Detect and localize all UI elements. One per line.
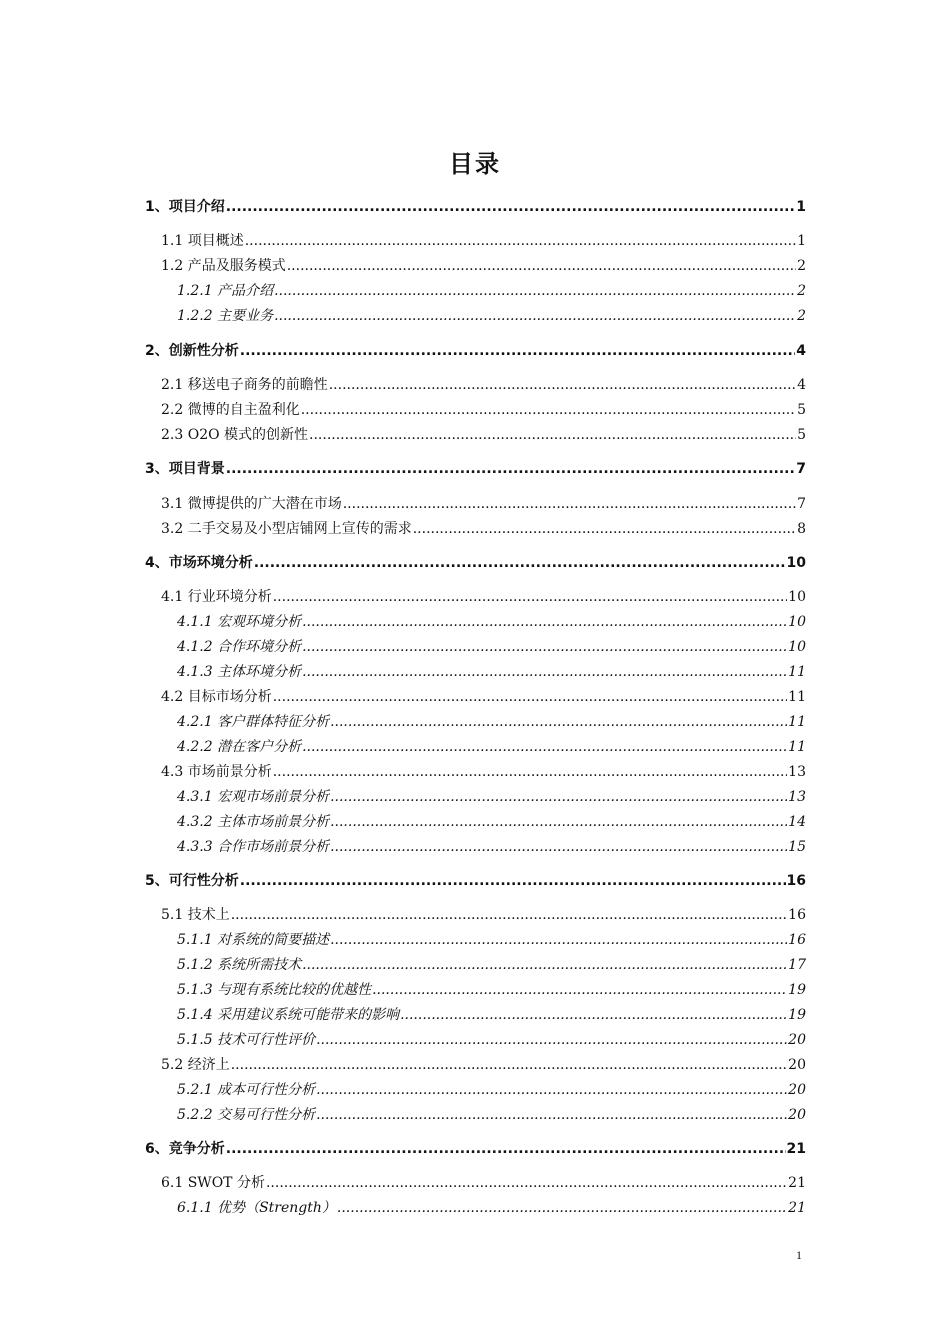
toc-entry-page-number: 11	[788, 664, 806, 680]
toc-entry-page-number: 10	[788, 614, 806, 630]
toc-entry-label: 2.1 移送电子商务的前瞻性	[161, 377, 328, 393]
toc-leader-dots	[302, 737, 787, 757]
toc-entry-page-number: 5	[797, 402, 806, 418]
toc-entry-level-2[interactable]	[161, 1055, 806, 1075]
toc-entry-label: 5.1 技术上	[161, 907, 230, 923]
toc-entry-level-3[interactable]	[177, 980, 806, 1000]
toc-entry-level-3[interactable]	[177, 837, 806, 857]
toc-entry-label: 5.1.4 采用建议系统可能带来的影响	[177, 1007, 400, 1023]
toc-leader-dots	[316, 1030, 787, 1050]
toc-entry-level-3[interactable]	[177, 1030, 806, 1050]
toc-entry-label: 4.1.1 宏观环境分析	[177, 614, 302, 630]
toc-entry-label: 4、市场环境分析	[145, 555, 253, 571]
toc-entry-label: 1、项目介绍	[145, 199, 225, 215]
toc-entry-level-3[interactable]	[177, 281, 806, 301]
toc-entry-level-3[interactable]	[177, 1198, 806, 1218]
toc-entry-page-number: 20	[788, 1057, 806, 1073]
toc-entry-level-3[interactable]	[177, 1105, 806, 1125]
toc-entry-page-number: 7	[797, 496, 806, 512]
toc-entry-label: 2.3 O2O 模式的创新性	[161, 427, 309, 443]
toc-leader-dots	[337, 1198, 787, 1218]
toc-entry-label: 4.1 行业环境分析	[161, 589, 272, 605]
toc-entry-label: 1.1 项目概述	[161, 233, 244, 249]
toc-entry-level-3[interactable]	[177, 930, 806, 950]
toc-entry-level-2[interactable]	[161, 905, 806, 925]
toc-entry-label: 4.1.3 主体环境分析	[177, 664, 302, 680]
toc-entry-level-3[interactable]	[177, 737, 806, 757]
toc-entry-page-number: 16	[786, 873, 806, 889]
toc-entry-label: 1.2.2 主要业务	[177, 308, 274, 324]
toc-leader-dots	[309, 425, 796, 445]
toc-entry-page-number: 19	[788, 1007, 806, 1023]
toc-entry-page-number: 2	[797, 258, 806, 274]
toc-entry-level-1[interactable]	[145, 459, 806, 479]
toc-entry-page-number: 5	[797, 427, 806, 443]
toc-leader-dots	[372, 980, 787, 1000]
toc-entry-page-number: 20	[788, 1107, 806, 1123]
toc-entry-level-2[interactable]	[161, 256, 806, 276]
toc-entry-level-2[interactable]	[161, 231, 806, 251]
toc-entry-label: 4.2 目标市场分析	[161, 689, 272, 705]
toc-entry-page-number: 13	[788, 789, 806, 805]
toc-entry-level-2[interactable]	[161, 425, 806, 445]
toc-entry-label: 6.1.1 优势（Strength）	[177, 1200, 336, 1216]
toc-entry-label: 3、项目背景	[145, 461, 225, 477]
toc-entry-page-number: 8	[797, 521, 806, 537]
page-title: 目录	[449, 150, 501, 178]
toc-entry-level-1[interactable]	[145, 553, 806, 573]
toc-leader-dots	[330, 837, 787, 857]
toc-entry-page-number: 21	[788, 1200, 806, 1216]
toc-entry-page-number: 2	[797, 283, 806, 299]
toc-leader-dots	[316, 1105, 787, 1125]
toc-entry-label: 4.2.1 客户群体特征分析	[177, 714, 330, 730]
toc-entry-page-number: 13	[788, 764, 806, 780]
toc-entry-page-number: 2	[797, 308, 806, 324]
toc-entry-page-number: 20	[788, 1032, 806, 1048]
toc-leader-dots	[330, 787, 787, 807]
toc-leader-dots	[302, 955, 787, 975]
toc-leader-dots	[400, 1005, 787, 1025]
toc-entry-page-number: 19	[788, 982, 806, 998]
toc-entry-page-number: 1	[796, 199, 806, 215]
toc-leader-dots	[343, 494, 796, 514]
toc-entry-page-number: 10	[788, 589, 806, 605]
toc-entry-page-number: 1	[797, 233, 806, 249]
toc-entry-label: 1.2 产品及服务模式	[161, 258, 286, 274]
toc-entry-page-number: 14	[788, 814, 806, 830]
page-number: 1	[796, 1248, 802, 1262]
toc-leader-dots	[240, 871, 786, 891]
toc-entry-level-3[interactable]	[177, 662, 806, 682]
toc-entry-page-number: 21	[786, 1141, 806, 1157]
toc-entry-label: 3.1 微博提供的广大潜在市场	[161, 496, 342, 512]
toc-entry-label: 5.2.1 成本可行性分析	[177, 1082, 316, 1098]
toc-leader-dots	[226, 1139, 786, 1159]
toc-leader-dots	[330, 812, 787, 832]
toc-entry-label: 2.2 微博的自主盈利化	[161, 402, 300, 418]
toc-entry-level-2[interactable]	[161, 687, 806, 707]
toc-leader-dots	[226, 197, 796, 217]
toc-entry-label: 4.2.2 潜在客户分析	[177, 739, 302, 755]
toc-entry-level-2[interactable]	[161, 375, 806, 395]
toc-entry-page-number: 4	[796, 343, 806, 359]
toc-leader-dots	[302, 637, 787, 657]
toc-entry-label: 4.3.3 合作市场前景分析	[177, 839, 330, 855]
toc-leader-dots	[240, 341, 796, 361]
toc-leader-dots	[301, 400, 796, 420]
toc-entry-page-number: 10	[788, 639, 806, 655]
toc-entry-label: 4.3.2 主体市场前景分析	[177, 814, 330, 830]
toc-entry-label: 5、可行性分析	[145, 873, 239, 889]
toc-leader-dots	[413, 519, 796, 539]
toc-leader-dots	[274, 306, 796, 326]
toc-entry-label: 5.1.5 技术可行性评价	[177, 1032, 316, 1048]
toc-entry-label: 5.2 经济上	[161, 1057, 230, 1073]
toc-leader-dots	[274, 281, 796, 301]
toc-entry-level-1[interactable]	[145, 341, 806, 361]
toc-leader-dots	[231, 905, 787, 925]
toc-entry-label: 6.1 SWOT 分析	[161, 1175, 265, 1191]
toc-leader-dots	[302, 662, 787, 682]
toc-entry-level-2[interactable]	[161, 400, 806, 420]
toc-entry-page-number: 7	[796, 461, 806, 477]
toc-entry-page-number: 10	[786, 555, 806, 571]
toc-entry-level-2[interactable]	[161, 494, 806, 514]
toc-leader-dots	[330, 712, 787, 732]
toc-leader-dots	[273, 587, 787, 607]
toc-entry-label: 3.2 二手交易及小型店铺网上宣传的需求	[161, 521, 412, 537]
toc-leader-dots	[330, 930, 787, 950]
toc-entry-page-number: 16	[788, 907, 806, 923]
toc-entry-page-number: 4	[797, 377, 806, 393]
toc-leader-dots	[254, 553, 786, 573]
toc-entry-page-number: 15	[788, 839, 806, 855]
toc-entry-label: 5.1.1 对系统的简要描述	[177, 932, 330, 948]
toc-entry-page-number: 11	[788, 739, 806, 755]
toc-entry-page-number: 11	[788, 714, 806, 730]
toc-entry-level-3[interactable]	[177, 1005, 806, 1025]
toc-entry-label: 5.1.3 与现有系统比较的优越性	[177, 982, 372, 998]
toc-entry-level-3[interactable]	[177, 787, 806, 807]
toc-entry-page-number: 16	[788, 932, 806, 948]
toc-entry-level-3[interactable]	[177, 712, 806, 732]
toc-leader-dots	[231, 1055, 787, 1075]
toc-leader-dots	[245, 231, 796, 251]
toc-entry-level-1[interactable]	[145, 197, 806, 217]
toc-entry-level-1[interactable]	[145, 871, 806, 891]
toc-entry-level-3[interactable]	[177, 955, 806, 975]
toc-entry-level-2[interactable]	[161, 587, 806, 607]
toc-entry-label: 5.1.2 系统所需技术	[177, 957, 302, 973]
toc-leader-dots	[273, 687, 787, 707]
toc-entry-level-3[interactable]	[177, 637, 806, 657]
toc-leader-dots	[266, 1173, 787, 1193]
toc-entry-label: 4.3.1 宏观市场前景分析	[177, 789, 330, 805]
toc-leader-dots	[302, 612, 787, 632]
toc-entry-label: 4.1.2 合作环境分析	[177, 639, 302, 655]
toc-entry-level-3[interactable]	[177, 306, 806, 326]
toc-entry-level-3[interactable]	[177, 1080, 806, 1100]
toc-leader-dots	[316, 1080, 787, 1100]
toc-entry-level-3[interactable]	[177, 812, 806, 832]
toc-leader-dots	[287, 256, 796, 276]
toc-leader-dots	[329, 375, 796, 395]
toc-entry-label: 5.2.2 交易可行性分析	[177, 1107, 316, 1123]
toc-entry-label: 2、创新性分析	[145, 343, 239, 359]
toc-entry-label: 1.2.1 产品介绍	[177, 283, 274, 299]
toc-entry-label: 4.3 市场前景分析	[161, 764, 272, 780]
toc-entry-page-number: 21	[788, 1175, 806, 1191]
toc-entry-page-number: 17	[788, 957, 806, 973]
toc-entry-label: 6、竞争分析	[145, 1141, 225, 1157]
toc-leader-dots	[226, 459, 796, 479]
toc-leader-dots	[273, 762, 787, 782]
toc-entry-level-2[interactable]	[161, 762, 806, 782]
toc-entry-level-1[interactable]	[145, 1139, 806, 1159]
toc-entry-page-number: 11	[788, 689, 806, 705]
toc-entry-page-number: 20	[788, 1082, 806, 1098]
toc-entry-level-3[interactable]	[177, 612, 806, 632]
toc-entry-level-2[interactable]	[161, 1173, 806, 1193]
toc-entry-level-2[interactable]	[161, 519, 806, 539]
